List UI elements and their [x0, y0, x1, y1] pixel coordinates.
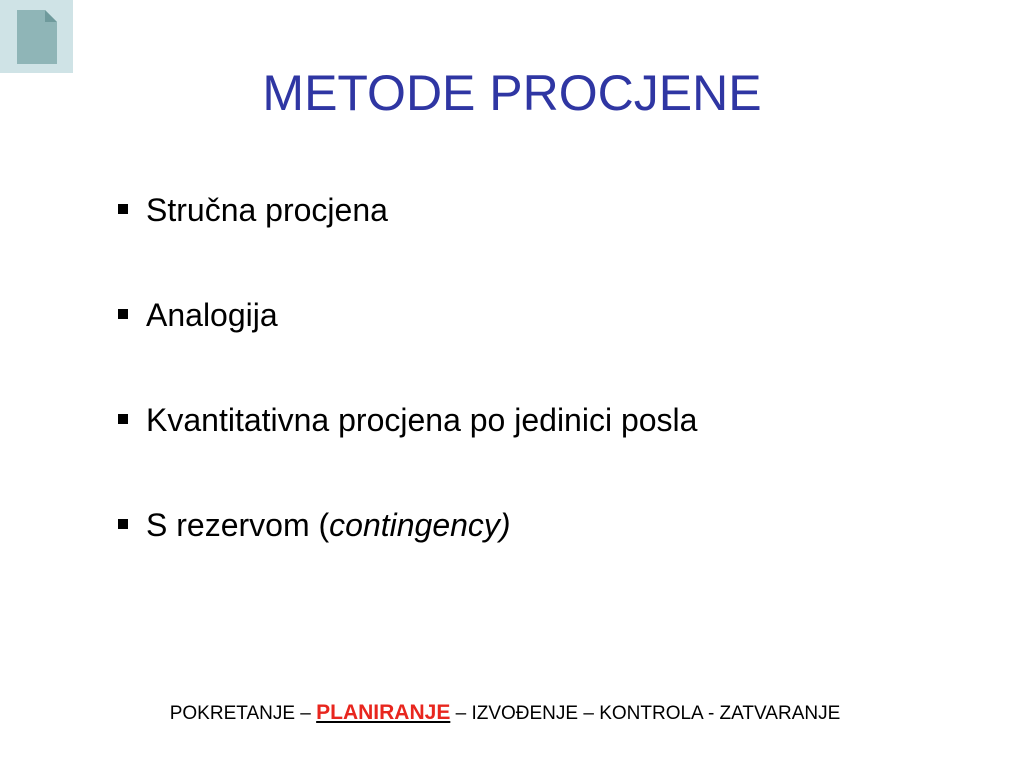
footer-current-phase: PLANIRANJE: [316, 701, 451, 724]
bullet-text: Analogija: [146, 297, 278, 333]
document-icon: [15, 8, 59, 66]
square-bullet-icon: [118, 414, 128, 424]
bullet-italic-term: contingency): [329, 507, 511, 543]
slide-title: METODE PROCJENE: [262, 65, 762, 121]
footer-after: – IZVOĐENJE – KONTROLA - ZATVARANJE: [450, 703, 841, 724]
bullet-text: Stručna procjena: [146, 192, 388, 228]
bullet-text: S rezervom (: [146, 507, 330, 543]
bullet-text: Kvantitativna procjena po jedinici posla: [146, 402, 698, 438]
square-bullet-icon: [118, 309, 128, 319]
bullet-text-composite: [146, 503, 511, 547]
square-bullet-icon: [118, 519, 128, 529]
square-bullet-icon: [118, 204, 128, 214]
phase-footer: [0, 698, 1010, 729]
footer-before: POKRETANJE –: [169, 703, 317, 724]
